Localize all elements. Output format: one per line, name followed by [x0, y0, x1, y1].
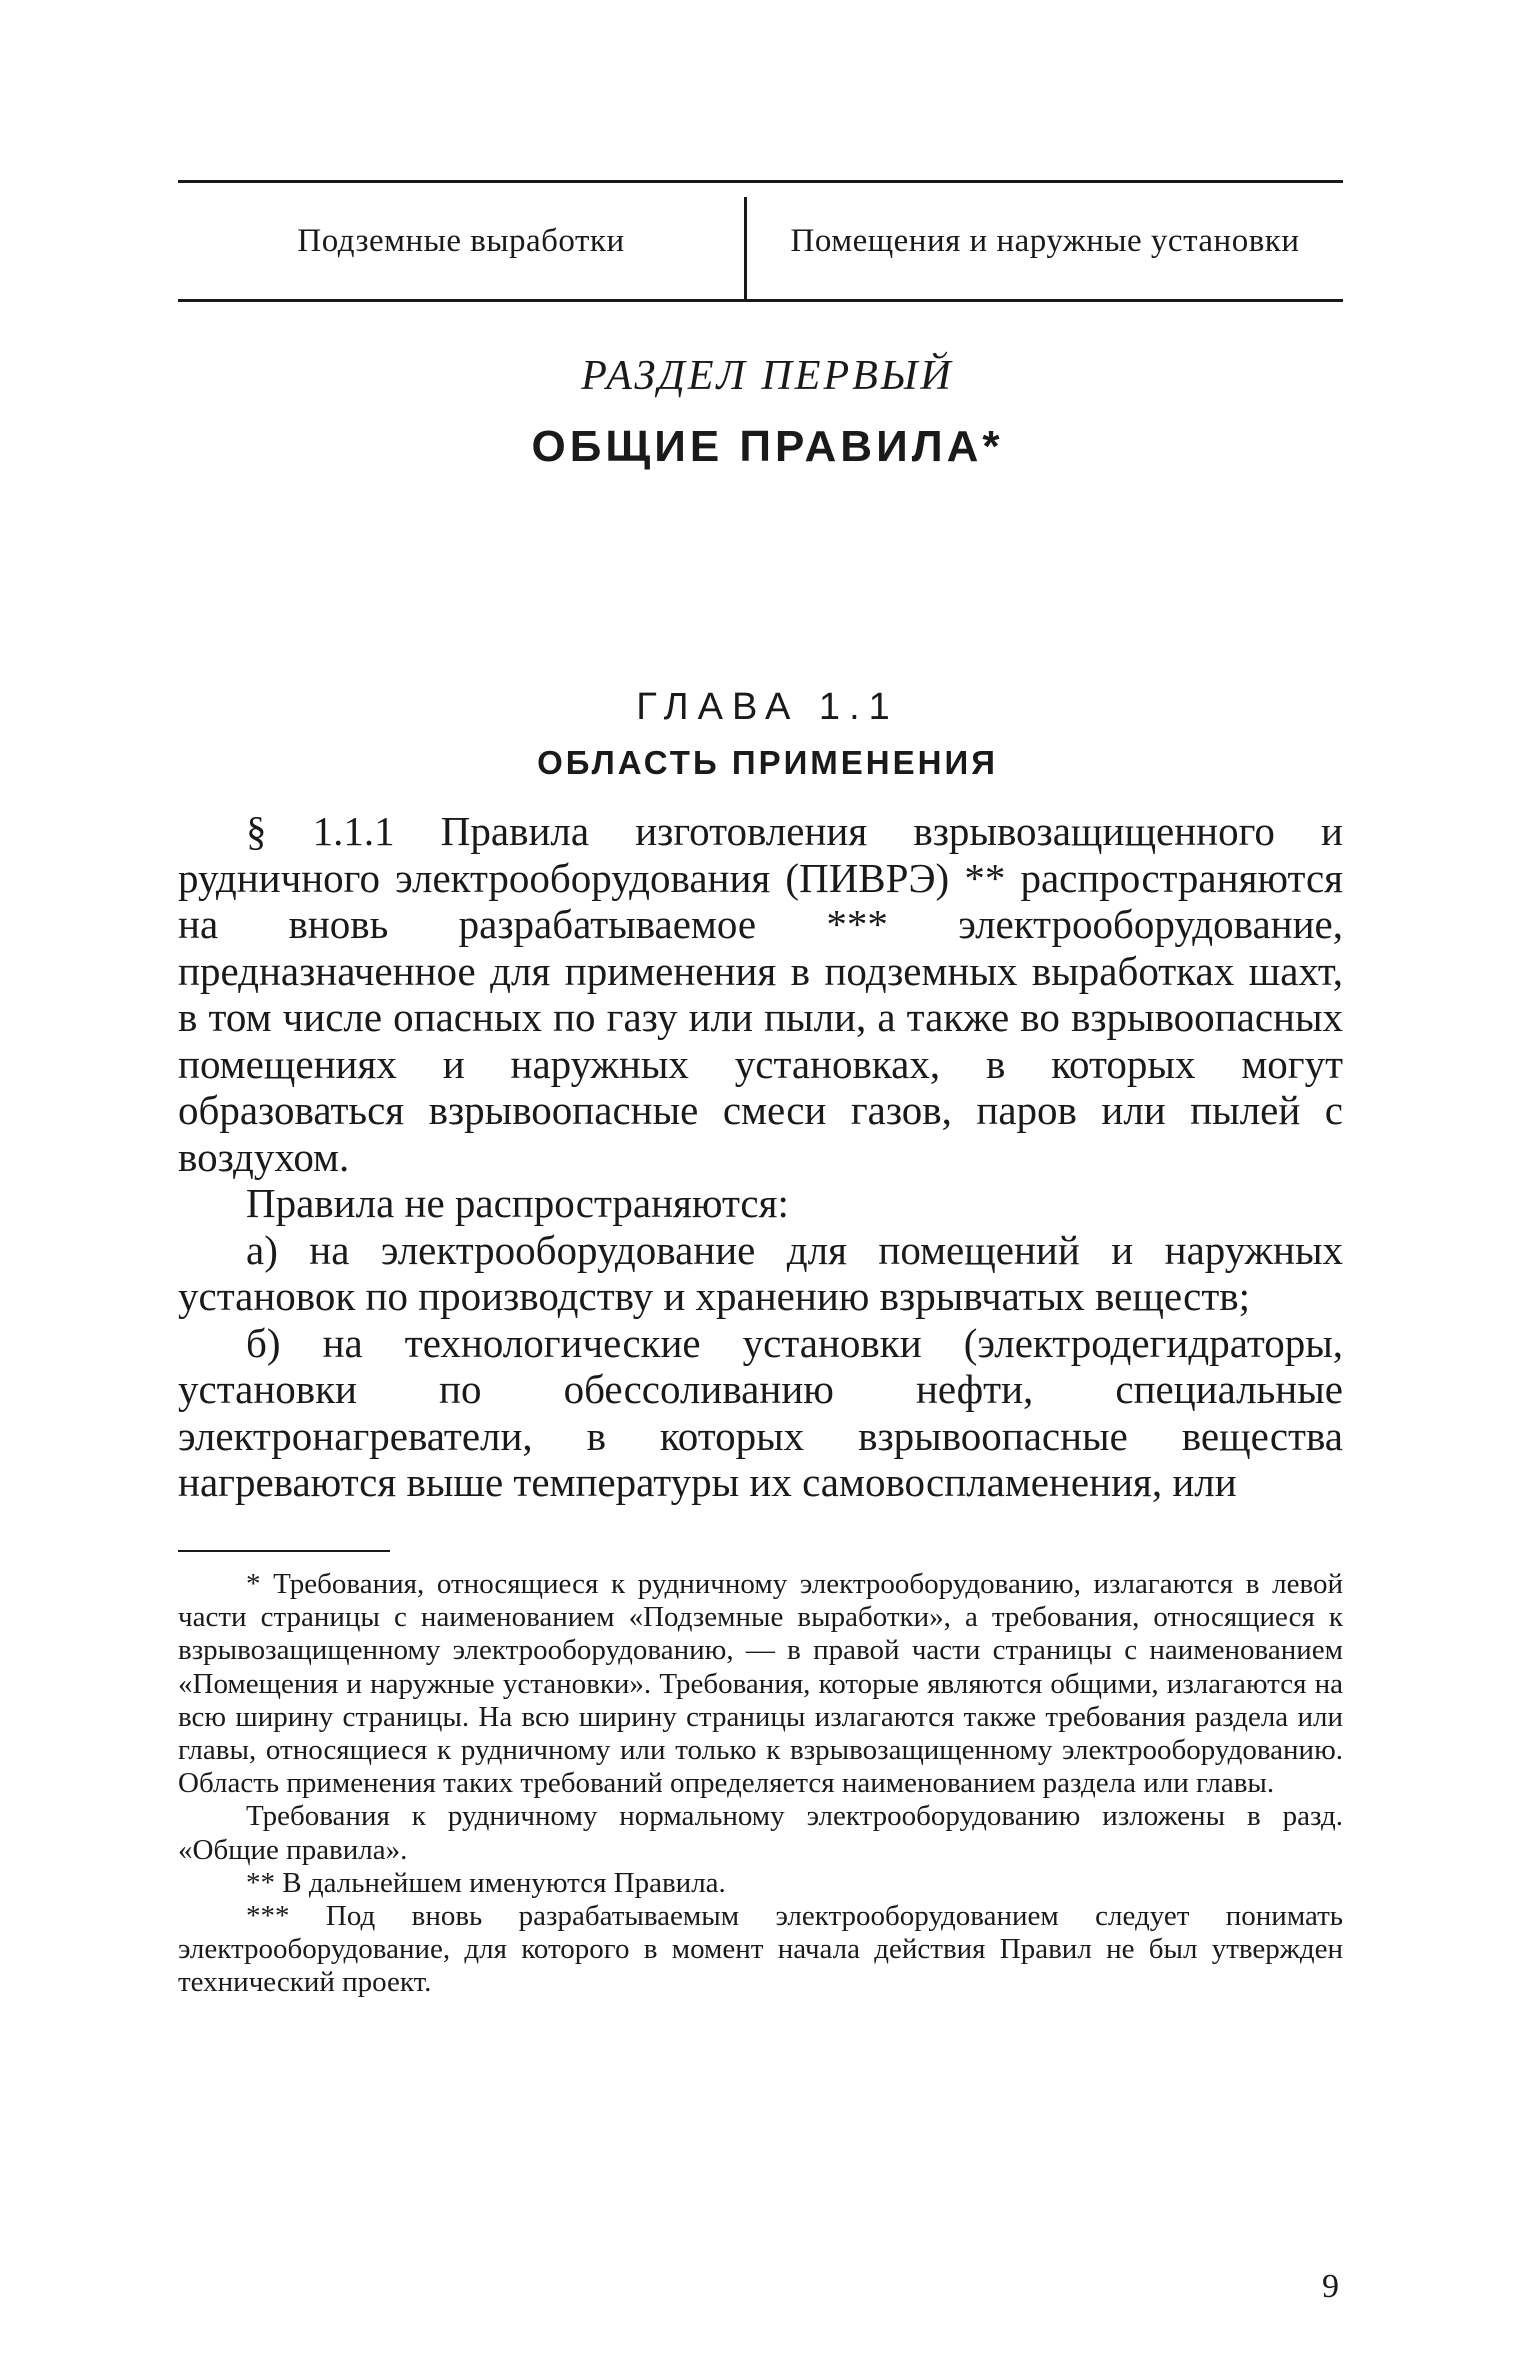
- exclusion-item-a: а) на электрооборудование для помещений и наружных установок по производству и хранению взрывчатых веществ;: [178, 1226, 1343, 1319]
- body-text: [178, 808, 1343, 1506]
- running-header-right: Помещения и наружные установки: [790, 222, 1300, 259]
- chapter-label: ГЛАВА 1.1: [636, 686, 899, 728]
- exclusion-item-b: б) на технологические установки (электродегидраторы, установки по обессоливанию нефти, специальные электронагреватели, в которых взрывоопасные вещества нагреваются выше температуры их самовоспламенения, или: [178, 1319, 1343, 1505]
- footnote-2: ** В дальнейшем именуются Правила.: [246, 1866, 726, 1899]
- paragraph-1-1-1: § 1.1.1 Правила изготовления взрывозащищенного и рудничного электрооборудования (ПИВРЭ) ** распространяются на вновь разрабатываемое *** электрооборудование, предназначенное для применения в подземных выработках шахт, в том числе опасных по газу или пыли, а также во взрывоопасных помещениях и наружных установках, в которых могут образоваться взрывоопасные смеси газов, паров или пылей с воздухом.: [178, 808, 1343, 1180]
- footnote-1: * Требования, относящиеся к рудничному электрооборудованию, излагаются в левой части страницы с наименованием «Подземные выработки», а требования, относящиеся к взрывозащищенному электрооборудованию, — в правой части страницы с наименованием «Помещения и наружные установки». Требования, которые являются общими, излагаются на всю ширину страницы. На всю ширину страницы излагаются также требования раздела или главы, относящиеся к рудничному или только к взрывозащищенному электрооборудованию. Область применения таких требований определяется наименованием раздела или главы.: [178, 1568, 1343, 1800]
- section-title: ОБЩИЕ ПРАВИЛА*: [531, 422, 1004, 471]
- footnote-1-continued: Требования к рудничному нормальному электрооборудованию изложены в разд. «Общие правила».: [178, 1800, 1343, 1866]
- paragraph-exclusions-intro: Правила не распространяются:: [246, 1180, 789, 1226]
- page-number: 9: [1322, 2268, 1339, 2305]
- chapter-title: ОБЛАСТЬ ПРИМЕНЕНИЯ: [537, 744, 998, 781]
- footnotes: [178, 1568, 1343, 2000]
- footnote-3: *** Под вновь разрабатываемым электрооборудованием следует понимать электрооборудование, для которого в момент начала действия Правил не был утвержден технический проект.: [178, 1900, 1343, 1999]
- running-header: [178, 180, 1343, 302]
- footnote-separator: [178, 1550, 390, 1552]
- section-kicker: РАЗДЕЛ ПЕРВЫЙ: [581, 353, 954, 399]
- running-header-left: Подземные выработки: [297, 222, 625, 259]
